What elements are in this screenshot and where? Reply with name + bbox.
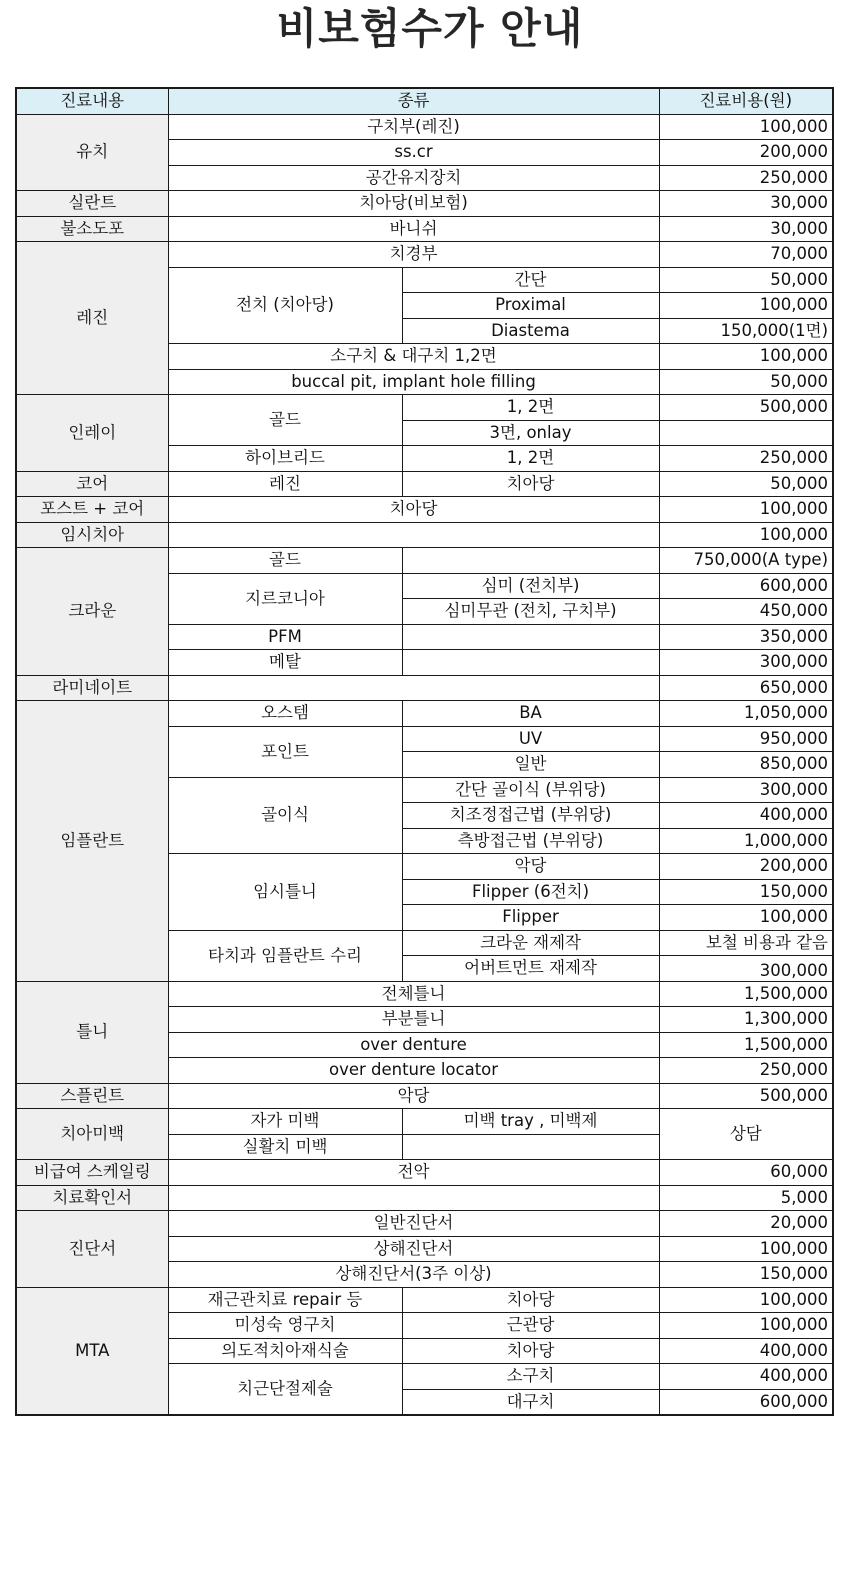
item-group: PFM [168,624,402,650]
item-price: 850,000 [659,752,833,778]
item-name [168,1185,659,1211]
item-name: 3면, onlay [402,420,659,446]
category-fluoride: 불소도포 [16,216,168,242]
item-name: BA [402,701,659,727]
category-yuchi: 유치 [16,114,168,191]
item-name: Diastema [402,318,659,344]
item-name: 악당 [402,854,659,880]
item-price: 500,000 [659,395,833,421]
item-name: ss.cr [168,140,659,166]
item-name: 간단 골이식 (부위당) [402,777,659,803]
item-price: 600,000 [659,573,833,599]
item-name: 소구치 & 대구치 1,2면 [168,344,659,370]
item-name: 치아당 [402,471,659,497]
category-resin: 레진 [16,242,168,395]
item-price: 150,000(1면) [659,318,833,344]
item-name [402,1134,659,1160]
table-row [16,191,833,217]
item-name: 심미 (전치부) [402,573,659,599]
item-price: 100,000 [659,905,833,931]
item-name: 크라운 재제작 [402,930,659,956]
item-name: 치경부 [168,242,659,268]
item-name: 1, 2면 [402,446,659,472]
category-core: 코어 [16,471,168,497]
item-price: 100,000 [659,293,833,319]
table-row [16,1160,833,1186]
item-group: 실활치 미백 [168,1134,402,1160]
category-diagnosis: 진단서 [16,1211,168,1288]
item-price: 100,000 [659,1236,833,1262]
category-scaling: 비급여 스케일링 [16,1160,168,1186]
item-name [402,548,659,574]
item-name: 공간유지장치 [168,165,659,191]
item-name: 치아당(비보험) [168,191,659,217]
header-treatment: 진료내용 [16,88,168,114]
table-row [16,548,833,574]
item-price: 300,000 [659,777,833,803]
item-price: 1,050,000 [659,701,833,727]
item-name: 전체틀니 [168,981,659,1007]
item-price: 1,500,000 [659,1032,833,1058]
item-group: 자가 미백 [168,1109,402,1135]
item-price: 750,000(A type) [659,548,833,574]
item-price: 250,000 [659,1058,833,1084]
table-row [16,675,833,701]
item-name: 바니쉬 [168,216,659,242]
item-price: 30,000 [659,191,833,217]
item-price: 500,000 [659,1083,833,1109]
item-name: 측방접근법 (부위당) [402,828,659,854]
item-price: 100,000 [659,1313,833,1339]
category-certificate: 치료확인서 [16,1185,168,1211]
item-name: 부분틀니 [168,1007,659,1033]
item-price: 300,000 [659,650,833,676]
item-name [402,650,659,676]
item-price: 100,000 [659,1287,833,1313]
item-price: 보철 비용과 같음 [659,930,833,956]
table-row [16,522,833,548]
category-inlay: 인레이 [16,395,168,472]
item-name: Flipper (6전치) [402,879,659,905]
item-group: 임시틀니 [168,854,402,931]
item-price: 450,000 [659,599,833,625]
item-name: 어버트먼트 재제작 [402,956,659,982]
item-price: 상담 [659,1109,833,1160]
item-group: 골이식 [168,777,402,854]
table-header-row [16,88,833,114]
item-price: 1,500,000 [659,981,833,1007]
category-whitening: 치아미백 [16,1109,168,1160]
table-row [16,497,833,523]
item-price: 70,000 [659,242,833,268]
table-row [16,242,833,268]
item-name: 상해진단서 [168,1236,659,1262]
item-name: buccal pit, implant hole filling [168,369,659,395]
table-row [16,114,833,140]
item-price: 50,000 [659,267,833,293]
item-group: 치근단절제술 [168,1364,402,1416]
item-price: 350,000 [659,624,833,650]
item-group: 하이브리드 [168,446,402,472]
item-name: 근관당 [402,1313,659,1339]
item-name: 치아당 [168,497,659,523]
item-price: 400,000 [659,1338,833,1364]
item-name: 간단 [402,267,659,293]
item-price: 600,000 [659,1389,833,1415]
item-price: 50,000 [659,471,833,497]
item-price: 200,000 [659,854,833,880]
item-name: 일반 [402,752,659,778]
table-row [16,1083,833,1109]
item-price: 300,000 [659,956,833,982]
table-row [16,216,833,242]
header-cost: 진료비용(원) [659,88,833,114]
table-row [16,1287,833,1313]
item-price: 100,000 [659,497,833,523]
item-name: 미백 tray , 미백제 [402,1109,659,1135]
item-price: 1,000,000 [659,828,833,854]
item-price: 100,000 [659,522,833,548]
item-name: over denture [168,1032,659,1058]
item-name: 일반진단서 [168,1211,659,1237]
item-name: 치아당 [402,1338,659,1364]
item-price: 60,000 [659,1160,833,1186]
item-name: UV [402,726,659,752]
item-name: 전악 [168,1160,659,1186]
table-row [16,1211,833,1237]
category-splint: 스플린트 [16,1083,168,1109]
item-price: 1,300,000 [659,1007,833,1033]
item-name: 1, 2면 [402,395,659,421]
item-name: 악당 [168,1083,659,1109]
item-group: 전치 (치아당) [168,267,402,344]
item-price: 5,000 [659,1185,833,1211]
item-price [659,420,833,446]
category-laminate: 라미네이트 [16,675,168,701]
item-price: 400,000 [659,803,833,829]
category-implant: 임플란트 [16,701,168,982]
item-group: 미성숙 영구치 [168,1313,402,1339]
category-post-core: 포스트 + 코어 [16,497,168,523]
table-row [16,471,833,497]
item-name: 대구치 [402,1389,659,1415]
item-name: 상해진단서(3주 이상) [168,1262,659,1288]
fee-table [15,87,834,1416]
page-title: 비보험수가 안내 [276,4,584,53]
item-name: 치아당 [402,1287,659,1313]
item-name: over denture locator [168,1058,659,1084]
item-group: 의도적치아재식술 [168,1338,402,1364]
item-group: 지르코니아 [168,573,402,624]
item-name: Proximal [402,293,659,319]
item-name: 치조정접근법 (부위당) [402,803,659,829]
item-price: 150,000 [659,1262,833,1288]
item-price: 950,000 [659,726,833,752]
item-group: 골드 [168,395,402,446]
item-group: 재근관치료 repair 등 [168,1287,402,1313]
item-group: 레진 [168,471,402,497]
item-price: 20,000 [659,1211,833,1237]
item-price: 400,000 [659,1364,833,1390]
item-name [168,522,659,548]
item-price: 150,000 [659,879,833,905]
item-group: 골드 [168,548,402,574]
item-group: 메탈 [168,650,402,676]
item-name [168,675,659,701]
item-price: 50,000 [659,369,833,395]
header-type: 종류 [168,88,659,114]
item-name: 심미무관 (전치, 구치부) [402,599,659,625]
category-temp-tooth: 임시치아 [16,522,168,548]
item-price: 650,000 [659,675,833,701]
item-price: 250,000 [659,446,833,472]
table-row [16,701,833,727]
category-crown: 크라운 [16,548,168,676]
item-price: 100,000 [659,114,833,140]
item-group: 포인트 [168,726,402,777]
item-name: 소구치 [402,1364,659,1390]
table-row [16,395,833,421]
item-name [402,624,659,650]
item-name: 구치부(레진) [168,114,659,140]
item-price: 200,000 [659,140,833,166]
item-group: 오스템 [168,701,402,727]
item-group: 타치과 임플란트 수리 [168,930,402,981]
table-row [16,981,833,1007]
category-mta: MTA [16,1287,168,1415]
item-name: Flipper [402,905,659,931]
item-price: 250,000 [659,165,833,191]
item-price: 100,000 [659,344,833,370]
category-denture: 틀니 [16,981,168,1083]
category-sealant: 실란트 [16,191,168,217]
item-price: 30,000 [659,216,833,242]
